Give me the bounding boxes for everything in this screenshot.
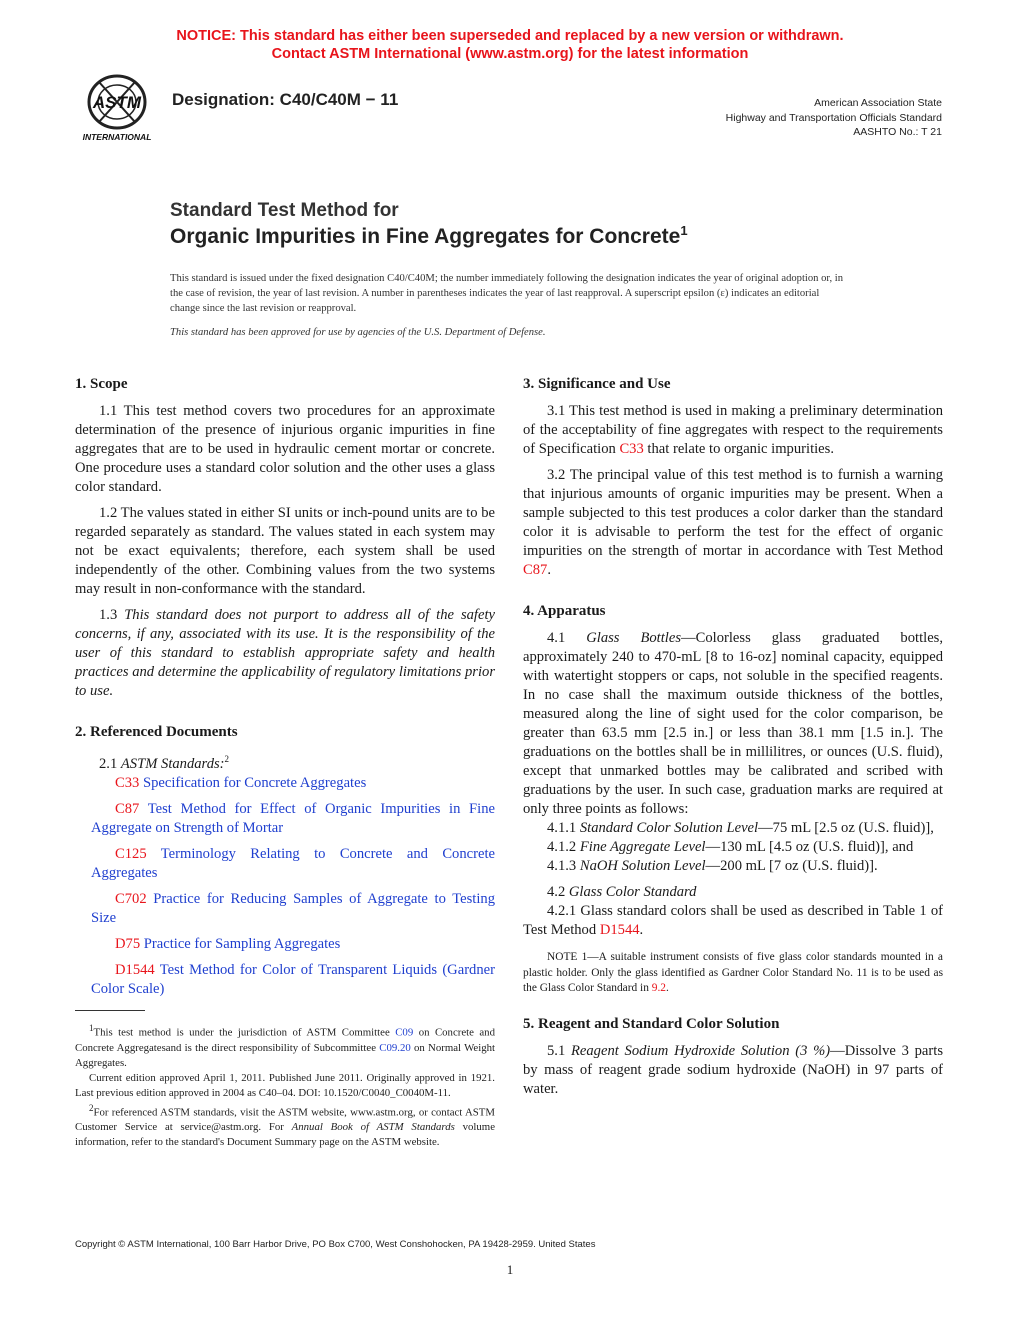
title-main: Organic Impurities in Fine Aggregates for Concrete — [170, 225, 681, 248]
footnote-2-ref[interactable]: 2 — [224, 754, 230, 764]
section-4-1-2-title: Fine Aggregate Level — [579, 839, 706, 855]
ref-title[interactable]: Test Method for Effect of Organic Impurities in Fine Aggregate on Strength of Mortar — [91, 800, 495, 836]
section-4-2-1-text-a: 4.2.1 Glass standard colors shall be used as described in Table 1 of Test Method — [523, 903, 943, 938]
section-4-1-3 — [523, 857, 943, 876]
link-c87[interactable]: C87 — [523, 562, 548, 578]
aashto-line-3: AASHTO No.: T 21 — [853, 126, 942, 138]
section-4-2-title: Glass Color Standard — [568, 884, 697, 900]
section-4-1-1 — [523, 819, 943, 838]
section-4-2 — [523, 883, 943, 902]
footnote-1-text-c: on Normal Weight Aggregates. — [75, 1041, 495, 1069]
footnote-1-text-a: This test method is under the jurisdiction of ASTM Committee — [93, 1026, 396, 1039]
footnote-2-text-b: volume information, refer to the standard's Document Summary page on the ASTM website. — [75, 1121, 495, 1149]
note-1 — [523, 950, 943, 997]
astm-logo — [74, 72, 160, 144]
section-1-3-num: 1.3 — [99, 607, 125, 623]
ref-title[interactable]: Practice for Sampling Aggregates — [140, 935, 341, 952]
section-4-1-2 — [523, 838, 943, 857]
section-1-3 — [75, 606, 495, 701]
link-d1544[interactable]: D1544 — [599, 922, 640, 938]
link-9-2[interactable]: 9.2 — [651, 982, 667, 994]
footnote-1-edition: Current edition approved April 1, 2011. Published June 2011. Originally approved in 1921. Last previous edition approved in 2004 as C40–04. DOI: 10.1520/C0040_C0040M-11. — [75, 1071, 495, 1099]
footnote-1 — [75, 1021, 495, 1071]
section-3-2-text-a: 3.2 The principal value of this test method is to furnish a warning that injurious amounts of organic impurities may be present. When a sample subjected to this test produces a color darker than the standard color it is advisable to perform the test for the effect of organic impurities on the strength of mortar in accordance with Test Method — [523, 467, 943, 559]
footnotes — [75, 1021, 495, 1150]
notice-line-2: Contact ASTM International (www.astm.org) for the latest information — [271, 46, 749, 62]
section-1-2: 1.2 The values stated in either SI units or inch-pound units are to be regarded separately as standard. The values stated in each system may not be exact equivalents; therefore, each system shall be used independently of the other. Combining values from the two systems may result in non-conformance with the standard. — [75, 505, 495, 597]
section-4-1 — [523, 629, 943, 819]
logo-text: ASTM — [92, 93, 142, 112]
ref-title[interactable]: Test Method for Color of Transparent Liquids (Gardner Color Scale) — [91, 961, 495, 997]
ref-title[interactable]: Practice for Reducing Samples of Aggregate to Testing Size — [91, 890, 495, 926]
logo-subtext: INTERNATIONAL — [82, 132, 152, 142]
section-4-1-text: —Colorless glass graduated bottles, approximately 240 to 470-mL [8 to 16-oz] nominal capacity, equipped with watertight stoppers or caps, not soluble in the specified reagents. In no case shall the maximum outside thickness of the bottles, measured along the line of sight used for the color comparison, be greater than 63.5 mm [2.5 in.] or less than 38.1 mm [1.5 in.]. The graduations on the bottles shall be in millilitres, or ounces (U.S. fluid), except that unmarked bottles may be calibrated and scribed with graduations by the user. In such case, graduation marks are required at only three points as follows: — [523, 630, 943, 817]
reference-list — [75, 774, 495, 999]
copyright: Copyright © ASTM International, 100 Barr Harbor Drive, PO Box C700, West Conshohocken, PA 19428-2959. United States — [75, 1239, 596, 1250]
section-3-1 — [523, 402, 943, 459]
section-1-heading: 1. Scope — [75, 376, 128, 392]
reference-item[interactable] — [75, 800, 495, 838]
section-1-3-text: This standard does not purport to address all of the safety concerns, if any, associated with its use. It is the responsibility of the user of this standard to establish appropriate safety and health practices and determine the applicability of regulatory limitations prior to use. — [75, 607, 495, 699]
footnote-2 — [75, 1101, 495, 1151]
footnote-2-marker: 2 — [89, 1102, 94, 1113]
ref-code[interactable]: D1544 — [115, 961, 155, 978]
reference-item[interactable] — [75, 935, 495, 954]
section-2-heading: 2. Referenced Documents — [75, 724, 238, 740]
footnote-1-link-subcommittee[interactable]: C09.20 — [379, 1041, 411, 1054]
footnote-1-link-committee[interactable]: C09 — [395, 1026, 414, 1039]
ref-code[interactable]: C87 — [115, 800, 140, 817]
section-4-1-2-text: —130 mL [4.5 oz (U.S. fluid)], and — [705, 839, 914, 855]
title-line-1: Standard Test Method for — [170, 200, 399, 221]
note-1-text-a: NOTE 1—A suitable instrument consists of five glass color standards mounted in a plastic holder. Only the glass identified as Gardner Color Standard No. 11 is to be used as the Glass Color Standard in — [523, 951, 943, 994]
section-5-1 — [523, 1042, 943, 1099]
approved-statement: This standard has been approved for use by agencies of the U.S. Department of Defense. — [170, 327, 546, 338]
section-2-1-num: 2.1 — [99, 755, 121, 772]
section-4-2-1-text-b: . — [639, 922, 644, 938]
section-5-1-num: 5.1 — [547, 1042, 571, 1059]
notice-line-1: NOTICE: This standard has either been superseded and replaced by a new version or withdrawn. — [176, 28, 844, 44]
title-line-2 — [170, 223, 688, 249]
section-5-heading: 5. Reagent and Standard Color Solution — [523, 1015, 780, 1032]
section-4-1-1-text: —75 mL [2.5 oz (U.S. fluid)], — [758, 820, 934, 836]
ref-code[interactable]: D75 — [115, 935, 141, 952]
footnote-2-italic: Annual Book of ASTM Standards — [291, 1121, 455, 1134]
section-4-heading: 4. Apparatus — [523, 603, 606, 619]
section-1-1: 1.1 This test method covers two procedures for an approximate determination of the presence of injurious organic impurities in fine aggregates that are to be used in hydraulic cement mortar or concrete. One procedure uses a standard color solution and the other uses a glass color standard. — [75, 403, 495, 495]
section-3-1-text-b: that relate to organic impurities. — [643, 441, 834, 457]
ref-title[interactable]: Specification for Concrete Aggregates — [139, 774, 367, 791]
link-c33[interactable]: C33 — [619, 441, 644, 457]
footnote-1-text-b: on Concrete and Concrete Aggregatesand is the direct responsibility of Subcommittee — [75, 1026, 495, 1054]
section-5-1-title: Reagent Sodium Hydroxide Solution (3 %) — [570, 1042, 831, 1059]
section-4-1-1-num: 4.1.1 — [547, 820, 580, 836]
left-column — [75, 375, 495, 1006]
ref-code[interactable]: C702 — [115, 890, 147, 907]
section-4-2-1 — [523, 902, 943, 940]
section-3-heading: 3. Significance and Use — [523, 376, 671, 392]
footnote-divider — [75, 1010, 145, 1011]
reference-item[interactable] — [75, 774, 495, 793]
section-4-1-num: 4.1 — [547, 630, 587, 646]
title-footnote-ref[interactable]: 1 — [680, 223, 688, 238]
section-5-1-text: —Dissolve 3 parts by mass of reagent grade sodium hydroxide (NaOH) in 97 parts of water. — [523, 1042, 943, 1097]
section-2-1 — [75, 750, 495, 774]
page-number: 1 — [506, 1262, 514, 1277]
section-4-1-3-text: —200 mL [7 oz (U.S. fluid)]. — [705, 858, 878, 874]
issued-statement: This standard is issued under the fixed designation C40/C40M; the number immediately following the designation indicates the year of original adoption or, in the case of revision, the year of last revision. A number in parentheses indicates the year of last reapproval. A superscript epsilon (ε) indicates an editorial change since the last revision or reapproval. — [170, 273, 844, 314]
designation: Designation: C40/C40M − 11 — [172, 90, 399, 109]
section-3-1-text-a: 3.1 This test method is used in making a preliminary determination of the acceptability of fine aggregates with respect to the requirements of Specification — [523, 403, 943, 457]
ref-code[interactable]: C33 — [115, 774, 140, 791]
section-4-1-2-num: 4.1.2 — [547, 839, 580, 855]
right-column — [523, 375, 943, 1106]
note-1-text-b: . — [666, 982, 669, 994]
section-2-1-text: ASTM Standards: — [120, 755, 225, 772]
aashto-block — [726, 96, 942, 140]
section-3-2 — [523, 466, 943, 580]
footnote-2-text-a: For referenced ASTM standards, visit the ASTM website, www.astm.org, or contact ASTM Customer Service at service@astm.org. For — [75, 1106, 495, 1134]
reference-item[interactable] — [75, 890, 495, 928]
section-4-1-3-num: 4.1.3 — [547, 858, 580, 874]
aashto-line-2: Highway and Transportation Officials Standard — [725, 111, 942, 124]
section-4-1-3-title: NaOH Solution Level — [579, 858, 706, 874]
ref-title[interactable]: Terminology Relating to Concrete and Concrete Aggregates — [91, 845, 495, 881]
ref-code[interactable]: C125 — [115, 845, 147, 862]
section-4-1-1-title: Standard Color Solution Level — [579, 820, 759, 836]
section-4-1-title: Glass Bottles — [586, 630, 682, 646]
section-3-2-text-b: . — [547, 562, 551, 578]
footnote-1-marker: 1 — [89, 1023, 94, 1033]
section-4-2-num: 4.2 — [547, 884, 569, 900]
reference-item[interactable] — [75, 961, 495, 999]
aashto-line-1: American Association State — [814, 97, 942, 109]
reference-item[interactable] — [75, 845, 495, 883]
